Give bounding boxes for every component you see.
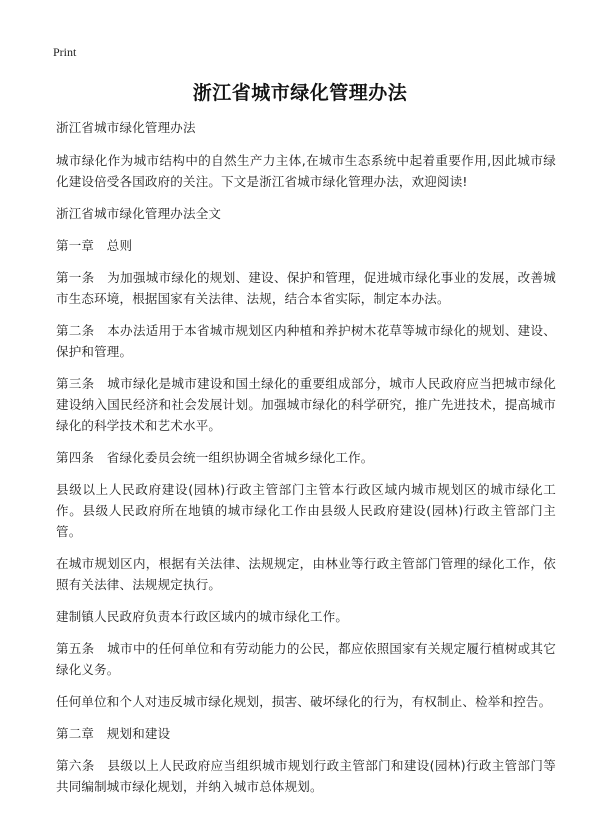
article-paragraph: 建制镇人民政府负责本行政区域内的城市绿化工作。	[56, 609, 349, 624]
print-label: Print	[53, 45, 77, 59]
article-paragraph: 第四条 省绿化委员会统一组织协调全省城乡绿化工作。	[56, 450, 374, 465]
document-body	[56, 117, 556, 808]
document-subtitle: 浙江省城市绿化管理办法	[56, 120, 196, 135]
article-paragraph: 第六条 县级以上人民政府应当组织城市规划行政主管部门和建设(园林)行政主管部门等共同编制城市绿化规划，并纳入城市总体规划。	[56, 758, 556, 794]
intro-paragraph: 城市绿化作为城市结构中的自然生产力主体,在城市生态系统中起着重要作用,因此城市绿化建设倍受各国政府的关注。下文是浙江省城市绿化管理办法，欢迎阅读!	[56, 153, 556, 189]
article-paragraph: 第五条 城市中的任何单位和有劳动能力的公民，都应依照国家有关规定履行植树或其它绿化义务。	[56, 641, 556, 677]
article-paragraph: 在城市规划区内，根据有关法律、法规规定，由林业等行政主管部门管理的绿化工作，依照有关法律、法规规定执行。	[56, 556, 556, 592]
article-paragraph: 第二条 本办法适用于本省城市规划区内种植和养护树木花草等城市绿化的规划、建设、保护和管理。	[56, 323, 556, 359]
article-paragraph: 县级以上人民政府建设(园林)行政主管部门主管本行政区域内城市规划区的城市绿化工作。县级人民政府所在地镇的城市绿化工作由县级人民政府建设(园林)行政主管部门主管。	[56, 482, 556, 539]
chapter-heading: 第一章 总则	[56, 238, 133, 253]
article-paragraph: 第一条 为加强城市绿化的规划、建设、保护和管理，促进城市绿化事业的发展，改善城市生态环境，根据国家有关法律、法规，结合本省实际，制定本办法。	[56, 270, 556, 306]
page-title: 浙江省城市绿化管理办法	[192, 82, 408, 104]
chapter-heading: 第二章 规划和建设	[56, 726, 171, 741]
article-paragraph: 任何单位和个人对违反城市绿化规划，损害、破坏绿化的行为，有权制止、检举和控告。	[56, 694, 552, 709]
article-paragraph: 第三条 城市绿化是城市建设和国土绿化的重要组成部分，城市人民政府应当把城市绿化建设纳入国民经济和社会发展计划。加强城市绿化的科学研究，推广先进技术，提高城市绿化的科学技术和艺术水平。	[56, 376, 556, 433]
fulltext-heading: 浙江省城市绿化管理办法全文	[56, 206, 222, 221]
